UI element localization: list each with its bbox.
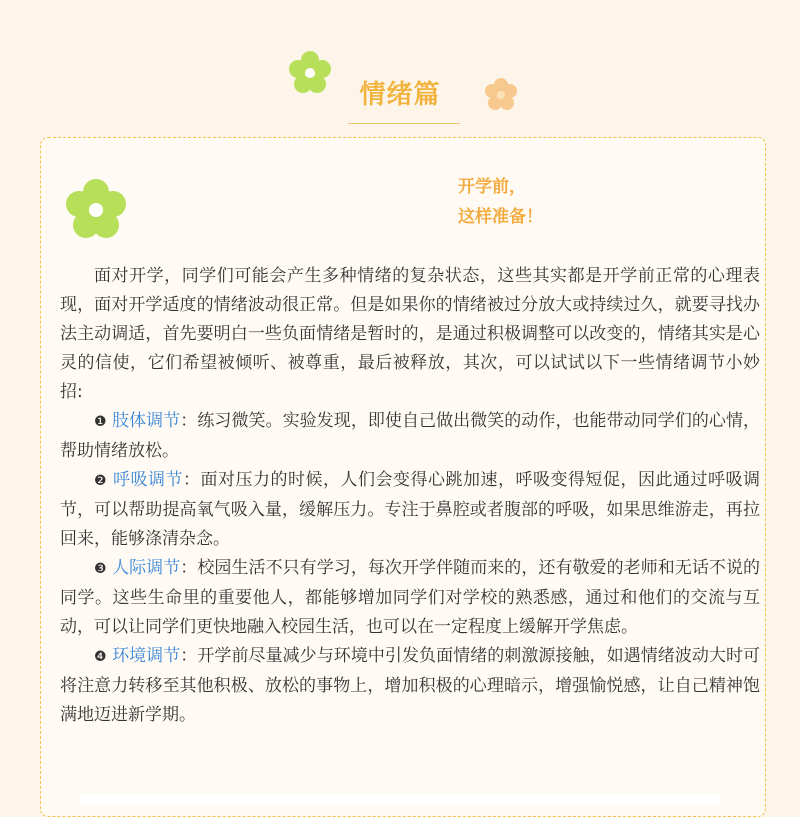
title-underline [348,123,460,124]
item-label: 人际调节 [112,558,181,578]
bullet-3: ❸ [94,561,107,577]
item-label: 环境调节 [112,646,181,666]
bullet-1: ❶ [94,414,107,430]
image-placeholder [80,794,720,804]
item-separator: ： [180,558,198,578]
item-text: 面对压力的时候，人们会变得心跳加速，呼吸变得短促，因此通过呼吸调节，可以帮助提高氧气吸入量，缓解压力。专注于鼻腔或者腹部的呼吸，如果思维游走，再拉回来，能够涤清杂念。 [60,470,761,549]
header [0,0,800,135]
item-text: 练习微笑。实验发现，即使自己做出微笑的动作，也能带动同学们的心情，帮助情绪放松。 [60,411,761,461]
list-item [60,554,760,642]
flower-green-icon [64,178,128,242]
card-title-line2: 这样准备！ [458,207,543,227]
list-item [60,642,760,730]
item-text: 校园生活不只有学习，每次开学伴随而来的，还有敬爱的老师和无话不说的同学。这些生命里的重要他人，都能够增加同学们对学校的熟悉感，通过和他们的交流与互动，可以让同学们更快地融入校园生活，也可以在一定程度上缓解开学焦虑。 [60,558,761,637]
item-text: 开学前尽量减少与环境中引发负面情绪的刺激源接触，如遇情绪波动大时可将注意力转移至其他积极、放松的事物上，增加积极的心理暗示，增强愉悦感，让自己精神饱满地迈进新学期。 [60,646,761,725]
item-separator: ： [182,470,201,490]
bullet-2: ❷ [94,473,108,489]
item-label: 呼吸调节 [112,470,183,490]
article-body [60,262,760,730]
flower-peach-icon [483,77,519,113]
item-separator: ： [180,646,198,666]
list-item [60,407,760,466]
list-item [60,466,760,554]
item-label: 肢体调节 [112,411,181,431]
item-separator: ： [180,411,198,431]
intro-paragraph: 面对开学，同学们可能会产生多种情绪的复杂状态，这些其实都是开学前正常的心理表现，面对开学适度的情绪波动很正常。但是如果你的情绪被过分放大或持续过久，就要寻找办法主动调适，首先要明白一些负面情绪是暂时的，是通过积极调整可以改变的，情绪其实是心灵的信使，它们希望被倾听、被尊重，最后被释放，其次，可以试试以下一些情绪调节小妙招: [60,266,760,402]
page-title: 情绪篇 [359,80,441,110]
card-title [458,172,543,232]
card-title-line1: 开学前， [458,177,526,197]
bullet-4: ❹ [94,649,107,665]
